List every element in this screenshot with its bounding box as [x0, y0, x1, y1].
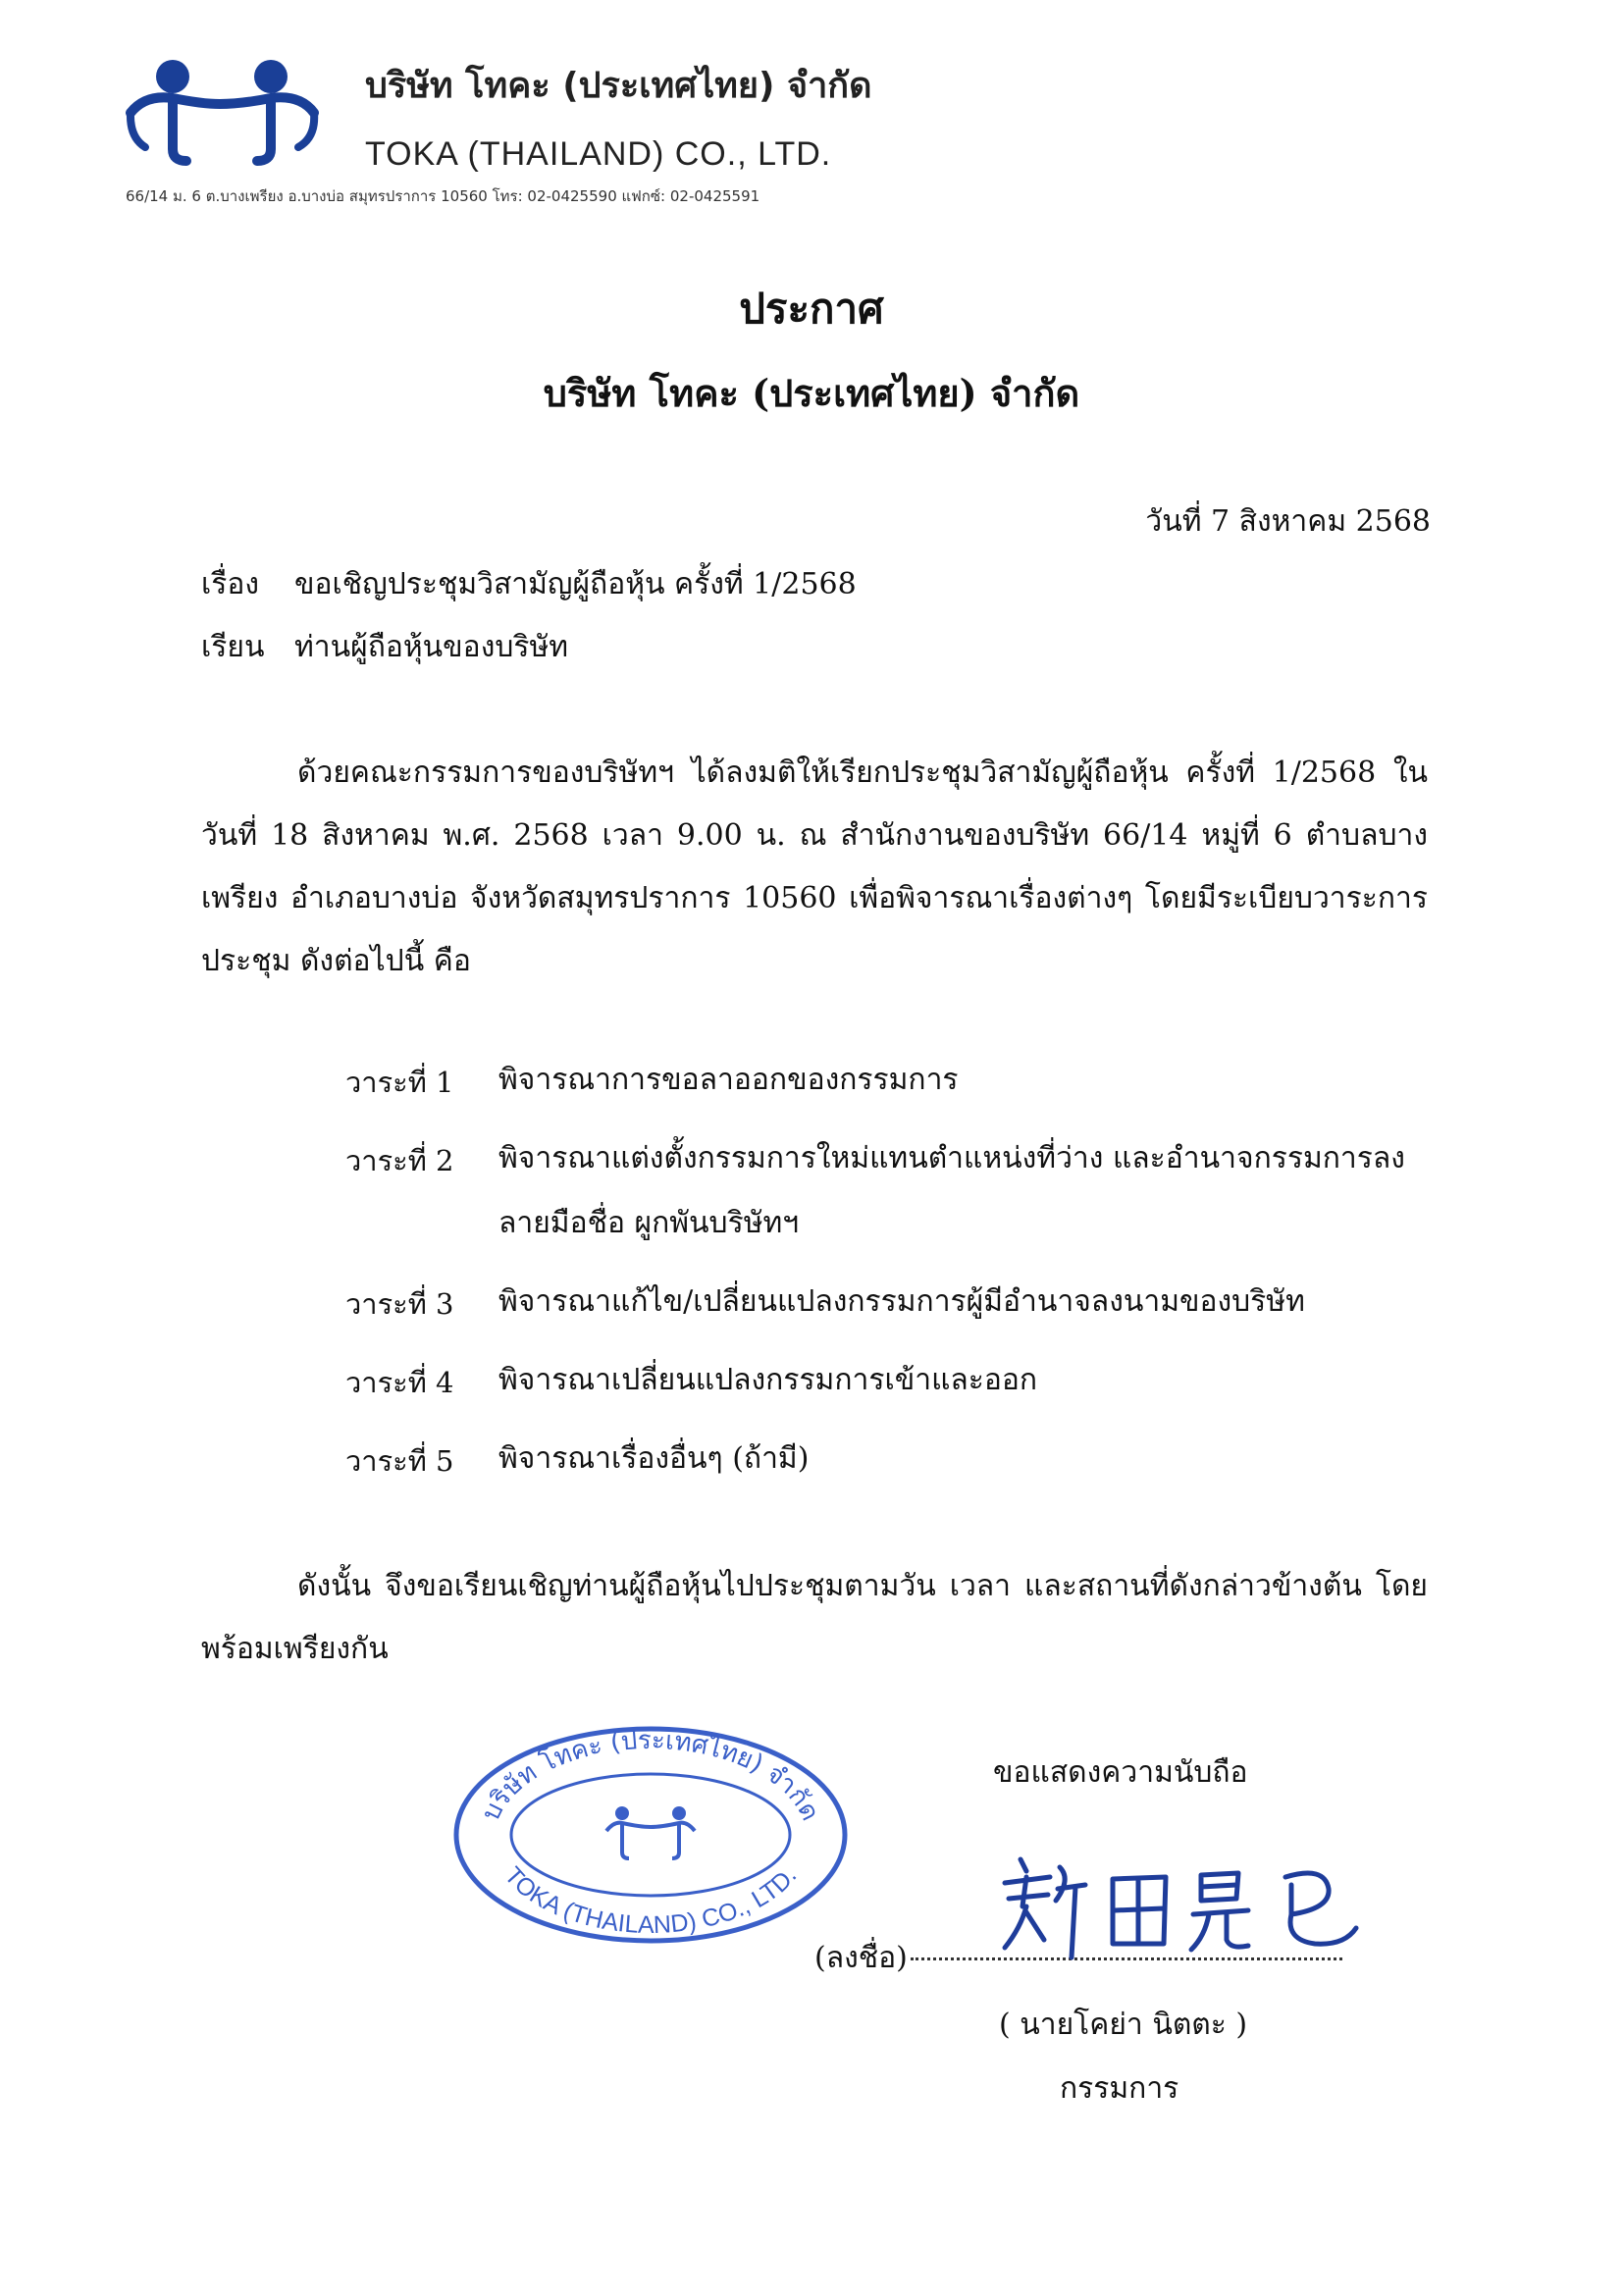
- handwritten-signature-icon: [991, 1850, 1364, 1977]
- svg-text:บริษัท โทคะ (ประเทศไทย) จำกัด: [476, 1726, 824, 1826]
- stamp-text-bottom: TOKA (THAILAND) CO., LTD.: [498, 1861, 803, 1940]
- company-name-thai: บริษัท โทคะ (ประเทศไทย) จำกัด: [365, 66, 872, 106]
- company-stamp-icon: [449, 1719, 852, 1945]
- agenda-item-text: พิจารณาการขอลาออกของกรรมการ: [498, 1063, 959, 1097]
- body-closing-paragraph: ดังนั้น จึงขอเรียนเชิญท่านผู้ถือหุ้นไปประชุมตามวัน เวลา และสถานที่ดังกล่าวข้างต้น โดยพร้อมเพรียงกัน: [201, 1569, 1428, 1666]
- agenda-item-label: วาระที่ 1: [345, 1066, 454, 1099]
- agenda-item-label: วาระที่ 5: [345, 1444, 454, 1478]
- signature-label: (ลงชื่อ): [814, 1941, 908, 1975]
- subject-label: เรื่อง: [201, 567, 260, 601]
- closing-salutation: ขอแสดงความนับถือ: [993, 1755, 1248, 1790]
- signer-name: ( นายโคย่า นิตตะ ): [999, 2008, 1248, 2042]
- recipient-label: เรียน: [201, 630, 265, 664]
- agenda-item-text: พิจารณาเปลี่ยนแปลงกรรมการเข้าและออก: [498, 1363, 1038, 1397]
- agenda-item-text: พิจารณาแต่งตั้งกรรมการใหม่แทนตำแหน่งที่ว่าง และอำนาจกรรมการลงลายมือชื่อ ผูกพันบริษัทฯ: [498, 1141, 1405, 1240]
- agenda-item-label: วาระที่ 3: [345, 1287, 454, 1321]
- agenda-item-label: วาระที่ 2: [345, 1144, 454, 1177]
- document-subtitle: บริษัท โทคะ (ประเทศไทย) จำกัด: [543, 371, 1080, 415]
- company-logo-icon: [126, 59, 332, 167]
- stamp-text-top: บริษัท โทคะ (ประเทศไทย) จำกัด: [476, 1725, 825, 1826]
- agenda-item-label: วาระที่ 4: [345, 1366, 454, 1399]
- body-intro-paragraph: ด้วยคณะกรรมการของบริษัทฯ ได้ลงมติให้เรียกประชุมวิสามัญผู้ถือหุ้น ครั้งที่ 1/2568 ในวันที่ 18 สิงหาคม พ.ศ. 2568 เวลา 9.00 น. ณ สำนักงานของบริษัท 66/14 หมู่ที่ 6 ตำบลบางเพรียง อำเภอบางบ่อ จังหวัดสมุทรปราการ 10560 เพื่อพิจารณาเรื่องต่างๆ โดยมีระเบียบวาระการประชุม ดังต่อไปนี้ คือ: [201, 756, 1428, 978]
- company-address: 66/14 ม. 6 ต.บางเพรียง อ.บางบ่อ สมุทรปราการ 10560 โทร: 02-0425590 แฟกซ์: 02-0425591: [126, 187, 760, 205]
- signer-position: กรรมการ: [1060, 2071, 1179, 2106]
- subject-text: ขอเชิญประชุมวิสามัญผู้ถือหุ้น ครั้งที่ 1/2568: [294, 567, 857, 601]
- document-date: วันที่ 7 สิงหาคม 2568: [1145, 504, 1431, 539]
- agenda-item-text: พิจารณาแก้ไข/เปลี่ยนแปลงกรรมการผู้มีอำนาจลงนามของบริษัท: [498, 1284, 1305, 1319]
- document-title: ประกาศ: [739, 285, 884, 333]
- company-name-english: TOKA (THAILAND) CO., LTD.: [365, 135, 832, 173]
- recipient-text: ท่านผู้ถือหุ้นของบริษัท: [294, 630, 569, 664]
- agenda-item-text: พิจารณาเรื่องอื่นๆ (ถ้ามี): [498, 1441, 810, 1476]
